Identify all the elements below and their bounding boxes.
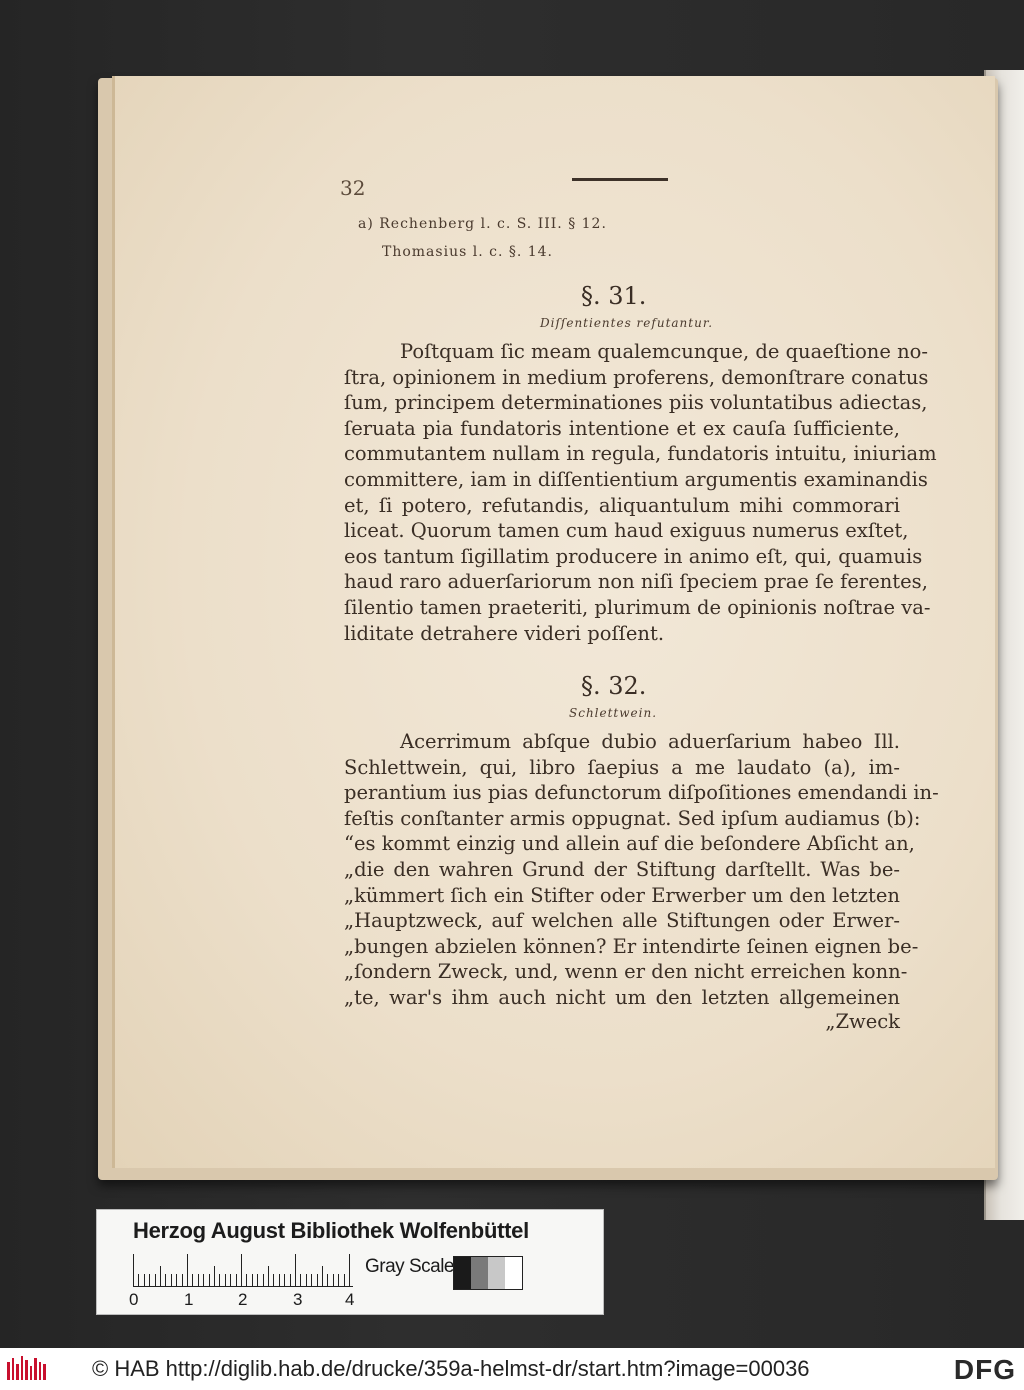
ruler-tick (246, 1274, 247, 1286)
ruler-tick (176, 1274, 177, 1286)
ruler-tick (263, 1274, 264, 1286)
ruler-tick (317, 1274, 318, 1286)
header-rule (572, 178, 668, 181)
text-line: ſtra, opinionem in medium proferens, demonſtrare conatus (344, 365, 929, 389)
ruler-tick (214, 1266, 215, 1286)
gray-swatch (505, 1257, 522, 1289)
text-line: Acerrimum abſque dubio aduerſarium habeo Ill. (400, 730, 900, 753)
catchword: „Zweck (825, 1010, 900, 1033)
color-target (96, 1209, 604, 1315)
text-line: Schlettwein, qui, libro ſaepius a me laudato (a), im- (344, 755, 900, 779)
hab-barcode-logo-icon (6, 1354, 48, 1384)
ruler-tick (306, 1274, 307, 1286)
ruler-tick (171, 1274, 172, 1286)
text-line: ſum, principem determinationes piis voluntatibus adiectas, (344, 391, 928, 415)
text-line: ſilentio tamen praeteriti, plurimum de opinionis noſtrae va- (344, 596, 931, 619)
text-line: commutantem nullam in regula, fundatoris intuitu, iniuriam (344, 442, 937, 466)
ruler-tick (311, 1274, 312, 1286)
scale-number: 2 (238, 1290, 248, 1309)
text-line: committere, iam in diſſentientium argumentis examinandis (344, 468, 928, 491)
copyright-url[interactable]: © HAB http://diglib.hab.de/drucke/359a-helmst-dr/start.htm?image=00036 (92, 1356, 810, 1381)
scale-number: 0 (129, 1290, 139, 1309)
ruler-tick (300, 1274, 301, 1286)
text-line: „ſondern Zweck, und, wenn er den nicht erreichen konn- (344, 960, 908, 984)
gray-scale-swatches (453, 1256, 523, 1290)
section-32-subtitle: Schlettwein. (569, 706, 658, 720)
text-line: haud raro aduerſariorum non niſi ſpeciem prae ſe ferentes, (344, 570, 928, 594)
ruler-tick (322, 1266, 323, 1286)
gray-scale-label: Gray Scale (365, 1256, 454, 1277)
ruler-tick (155, 1274, 156, 1286)
ruler-tick (279, 1274, 280, 1286)
ruler-tick (225, 1274, 226, 1286)
ruler-tick (133, 1254, 134, 1286)
text-line: „bungen abzielen können? Er intendirte ſeinen eignen be- (344, 934, 919, 958)
text-line: liditate detrahere videri poſſent. (344, 621, 665, 645)
text-line: Poſtquam ſic meam qualemcunque, de quaeſtione no- (400, 340, 928, 363)
text-line: „kümmert ſich ein Stifter oder Erwerber um den letzten (344, 883, 900, 907)
footnote-a: a) Rechenberg l. c. S. III. § 12. (358, 216, 607, 232)
text-line: “es kommt einzig und allein auf die beſondere Abſicht an, (344, 832, 915, 856)
ruler-tick (290, 1274, 291, 1286)
scale-number: 3 (293, 1290, 303, 1309)
section-31-heading: §. 31. (581, 282, 647, 310)
ruler-tick (241, 1254, 242, 1286)
dfg-logo: DFG (953, 1354, 1016, 1385)
page-header (340, 176, 900, 200)
ruler-tick (327, 1274, 328, 1286)
ruler-tick (338, 1274, 339, 1286)
text-line: „die den wahren Grund der Stiftung darſtellt. Was be- (344, 858, 900, 881)
text-line: ſeruata pia fundatoris intentione et ex cauſa ſufficiente, (344, 416, 900, 440)
ruler-tick (268, 1266, 269, 1286)
viewer-footer (0, 1348, 1024, 1390)
ruler-tick (182, 1274, 183, 1286)
text-line: „Hauptzweck, auf welchen alle Stiftungen oder Erwer- (344, 909, 900, 933)
text-line: eos tantum ſigillatim producere in animo eſt, qui, quamuis (344, 544, 923, 568)
section-32-heading: §. 32. (581, 672, 647, 700)
scale-number: 4 (345, 1290, 355, 1309)
ruler-tick (149, 1274, 150, 1286)
text-line: et, ſi potero, refutandis, aliquantulum mihi commorari (344, 493, 900, 517)
ruler-tick (203, 1274, 204, 1286)
text-line: perantium ius pias defunctorum diſpoſitiones emendandi in- (344, 781, 939, 805)
ruler-tick (192, 1274, 193, 1286)
text-line: feſtis conſtanter armis oppugnat. Sed ipſum audiamus (b): (344, 806, 921, 830)
gray-swatch (471, 1257, 488, 1289)
scale-ruler (133, 1254, 353, 1287)
ruler-tick (187, 1254, 188, 1286)
page-number: 32 (340, 176, 366, 200)
ruler-tick (257, 1274, 258, 1286)
ruler-tick (349, 1254, 350, 1286)
ruler-tick (165, 1274, 166, 1286)
ruler-tick (273, 1274, 274, 1286)
ruler-tick (344, 1274, 345, 1286)
ruler-tick (333, 1274, 334, 1286)
footnote-thomasius: Thomasius l. c. §. 14. (382, 244, 554, 260)
section-31-subtitle: Diſſentientes refutantur. (540, 316, 714, 330)
library-title: Herzog August Bibliothek Wolfenbüttel (133, 1218, 529, 1243)
text-line: liceat. Quorum tamen cum haud exiguus numerus exſtet, (344, 519, 909, 543)
ruler-tick (209, 1274, 210, 1286)
ruler-tick (138, 1274, 139, 1286)
ruler-tick (219, 1274, 220, 1286)
ruler-tick (236, 1274, 237, 1286)
ruler-tick (230, 1274, 231, 1286)
ruler-tick (252, 1274, 253, 1286)
ruler-tick (198, 1274, 199, 1286)
ruler-tick (160, 1266, 161, 1286)
ruler-tick (295, 1254, 296, 1286)
text-line: „te, war's ihm auch nicht um den letzten allgemeinen (344, 986, 900, 1009)
ruler-tick (144, 1274, 145, 1286)
gray-swatch (488, 1257, 505, 1289)
scale-number: 1 (184, 1290, 194, 1309)
gray-swatch (454, 1257, 471, 1289)
ruler-tick (284, 1274, 285, 1286)
